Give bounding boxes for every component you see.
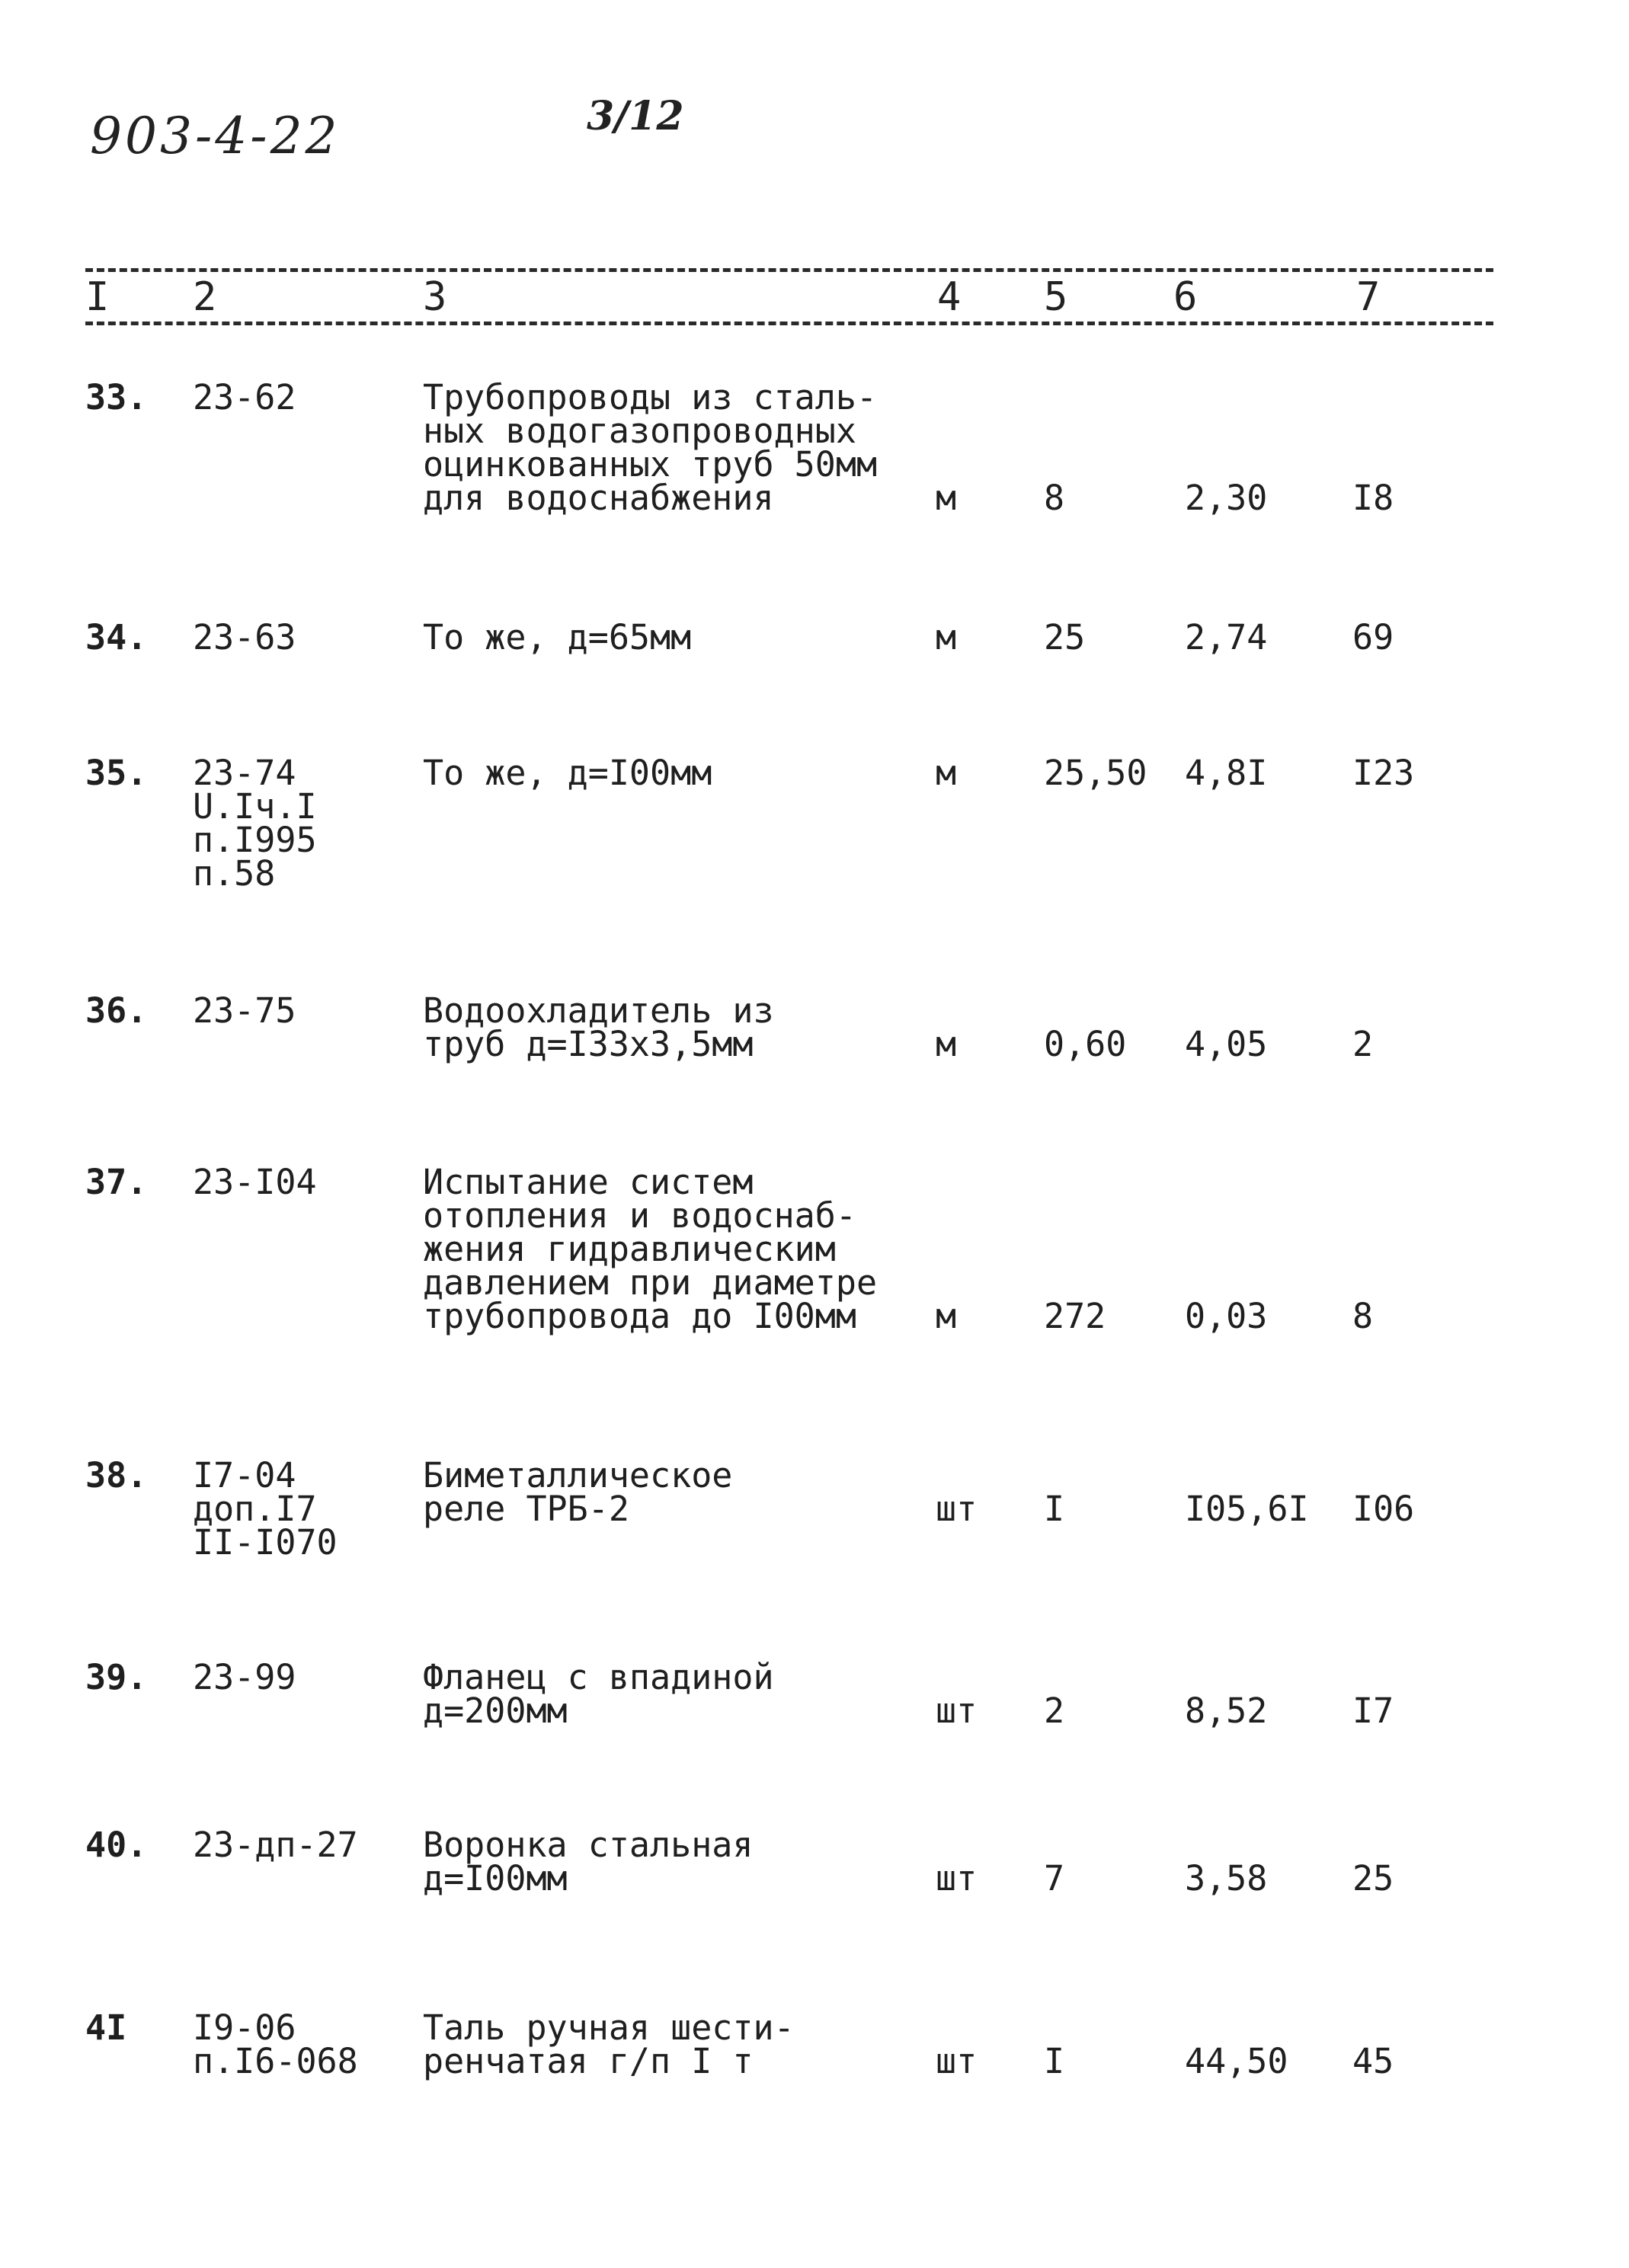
row-number: 35.	[85, 753, 148, 793]
work-description: Воронка стальная	[423, 1825, 754, 1865]
total: 8	[1352, 1296, 1374, 1336]
total: 2	[1352, 1024, 1374, 1064]
column-header-3: 3	[423, 274, 447, 320]
norm-code: 23-63	[193, 617, 296, 657]
column-header-2: 2	[193, 274, 217, 320]
unit: шт	[936, 1489, 978, 1529]
norm-code: 23-I04	[193, 1162, 317, 1202]
norm-code: доп.I7	[193, 1489, 317, 1529]
unit-price: 0,03	[1185, 1296, 1268, 1336]
total: I7	[1352, 1691, 1394, 1731]
norm-code: 23-75	[193, 990, 296, 1031]
work-description: Фланец с впадиной	[423, 1657, 774, 1697]
total: I23	[1352, 753, 1415, 793]
unit: м	[936, 478, 957, 518]
column-header-1: I	[85, 274, 110, 320]
quantity: 0,60	[1044, 1024, 1127, 1064]
work-description: Таль ручная шести-	[423, 2007, 795, 2048]
norm-code: U.Iч.I	[193, 786, 317, 827]
work-description: ренчатая г/п I т	[423, 2041, 754, 2081]
norm-code: 23-99	[193, 1657, 296, 1697]
quantity: I	[1044, 1489, 1065, 1529]
total: I06	[1352, 1489, 1415, 1529]
norm-code: II-I070	[193, 1522, 338, 1563]
unit: шт	[936, 2041, 978, 2081]
unit: м	[936, 753, 957, 793]
total: I8	[1352, 478, 1394, 518]
work-description: труб д=I33x3,5мм	[423, 1024, 754, 1064]
header-rule-top	[85, 268, 1493, 272]
document-code: 903-4-22	[90, 107, 341, 165]
norm-code: I9-06	[193, 2007, 296, 2048]
norm-code: п.I995	[193, 820, 317, 860]
column-header-5: 5	[1044, 274, 1068, 320]
norm-code: п.58	[193, 853, 276, 894]
row-number: 33.	[85, 377, 148, 417]
unit-price: I05,6I	[1185, 1489, 1309, 1529]
unit: м	[936, 617, 957, 657]
unit-price: 4,8I	[1185, 753, 1268, 793]
sheet-number: 3/12	[587, 93, 684, 139]
column-header-7: 7	[1356, 274, 1381, 320]
unit: шт	[936, 1858, 978, 1899]
quantity: 8	[1044, 478, 1065, 518]
norm-code: п.I6-068	[193, 2041, 358, 2081]
work-description: трубопровода до I00мм	[423, 1296, 856, 1336]
work-description: То же, д=65мм	[423, 617, 692, 657]
row-number: 38.	[85, 1455, 148, 1495]
quantity: 7	[1044, 1858, 1065, 1899]
column-header-4: 4	[937, 274, 962, 320]
quantity: I	[1044, 2041, 1065, 2081]
unit-price: 8,52	[1185, 1691, 1268, 1731]
row-number: 36.	[85, 990, 148, 1031]
quantity: 272	[1044, 1296, 1106, 1336]
unit-price: 2,74	[1185, 617, 1268, 657]
header-rule-bottom	[85, 321, 1493, 325]
unit: м	[936, 1024, 957, 1064]
work-description: Трубопроводы из сталь-	[423, 377, 878, 417]
unit-price: 44,50	[1185, 2041, 1288, 2081]
row-number: 40.	[85, 1825, 148, 1865]
work-description: реле ТРБ-2	[423, 1489, 629, 1529]
unit-price: 3,58	[1185, 1858, 1268, 1899]
work-description: ных водогазопроводных	[423, 411, 856, 451]
work-description: Биметаллическое	[423, 1455, 733, 1495]
norm-code: 23-74	[193, 753, 296, 793]
row-number: 4I	[85, 2007, 127, 2048]
work-description: д=I00мм	[423, 1858, 568, 1899]
unit: м	[936, 1296, 957, 1336]
work-description: жения гидравлическим	[423, 1229, 836, 1269]
norm-code: 23-62	[193, 377, 296, 417]
quantity: 25,50	[1044, 753, 1147, 793]
total: 45	[1352, 2041, 1394, 2081]
work-description: давлением при диаметре	[423, 1262, 878, 1303]
quantity: 25	[1044, 617, 1086, 657]
work-description: для водоснабжения	[423, 478, 774, 518]
row-number: 34.	[85, 617, 148, 657]
total: 69	[1352, 617, 1394, 657]
unit-price: 4,05	[1185, 1024, 1268, 1064]
total: 25	[1352, 1858, 1394, 1899]
norm-code: I7-04	[193, 1455, 296, 1495]
norm-code: 23-дп-27	[193, 1825, 358, 1865]
row-number: 37.	[85, 1162, 148, 1202]
work-description: Испытание систем	[423, 1162, 754, 1202]
quantity: 2	[1044, 1691, 1065, 1731]
work-description: То же, д=I00мм	[423, 753, 712, 793]
work-description: отопления и водоснаб-	[423, 1195, 856, 1236]
work-description: оцинкованных труб 50мм	[423, 444, 878, 485]
unit: шт	[936, 1691, 978, 1731]
work-description: Водоохладитель из	[423, 990, 774, 1031]
column-header-6: 6	[1173, 274, 1198, 320]
work-description: д=200мм	[423, 1691, 568, 1731]
unit-price: 2,30	[1185, 478, 1268, 518]
row-number: 39.	[85, 1657, 148, 1697]
